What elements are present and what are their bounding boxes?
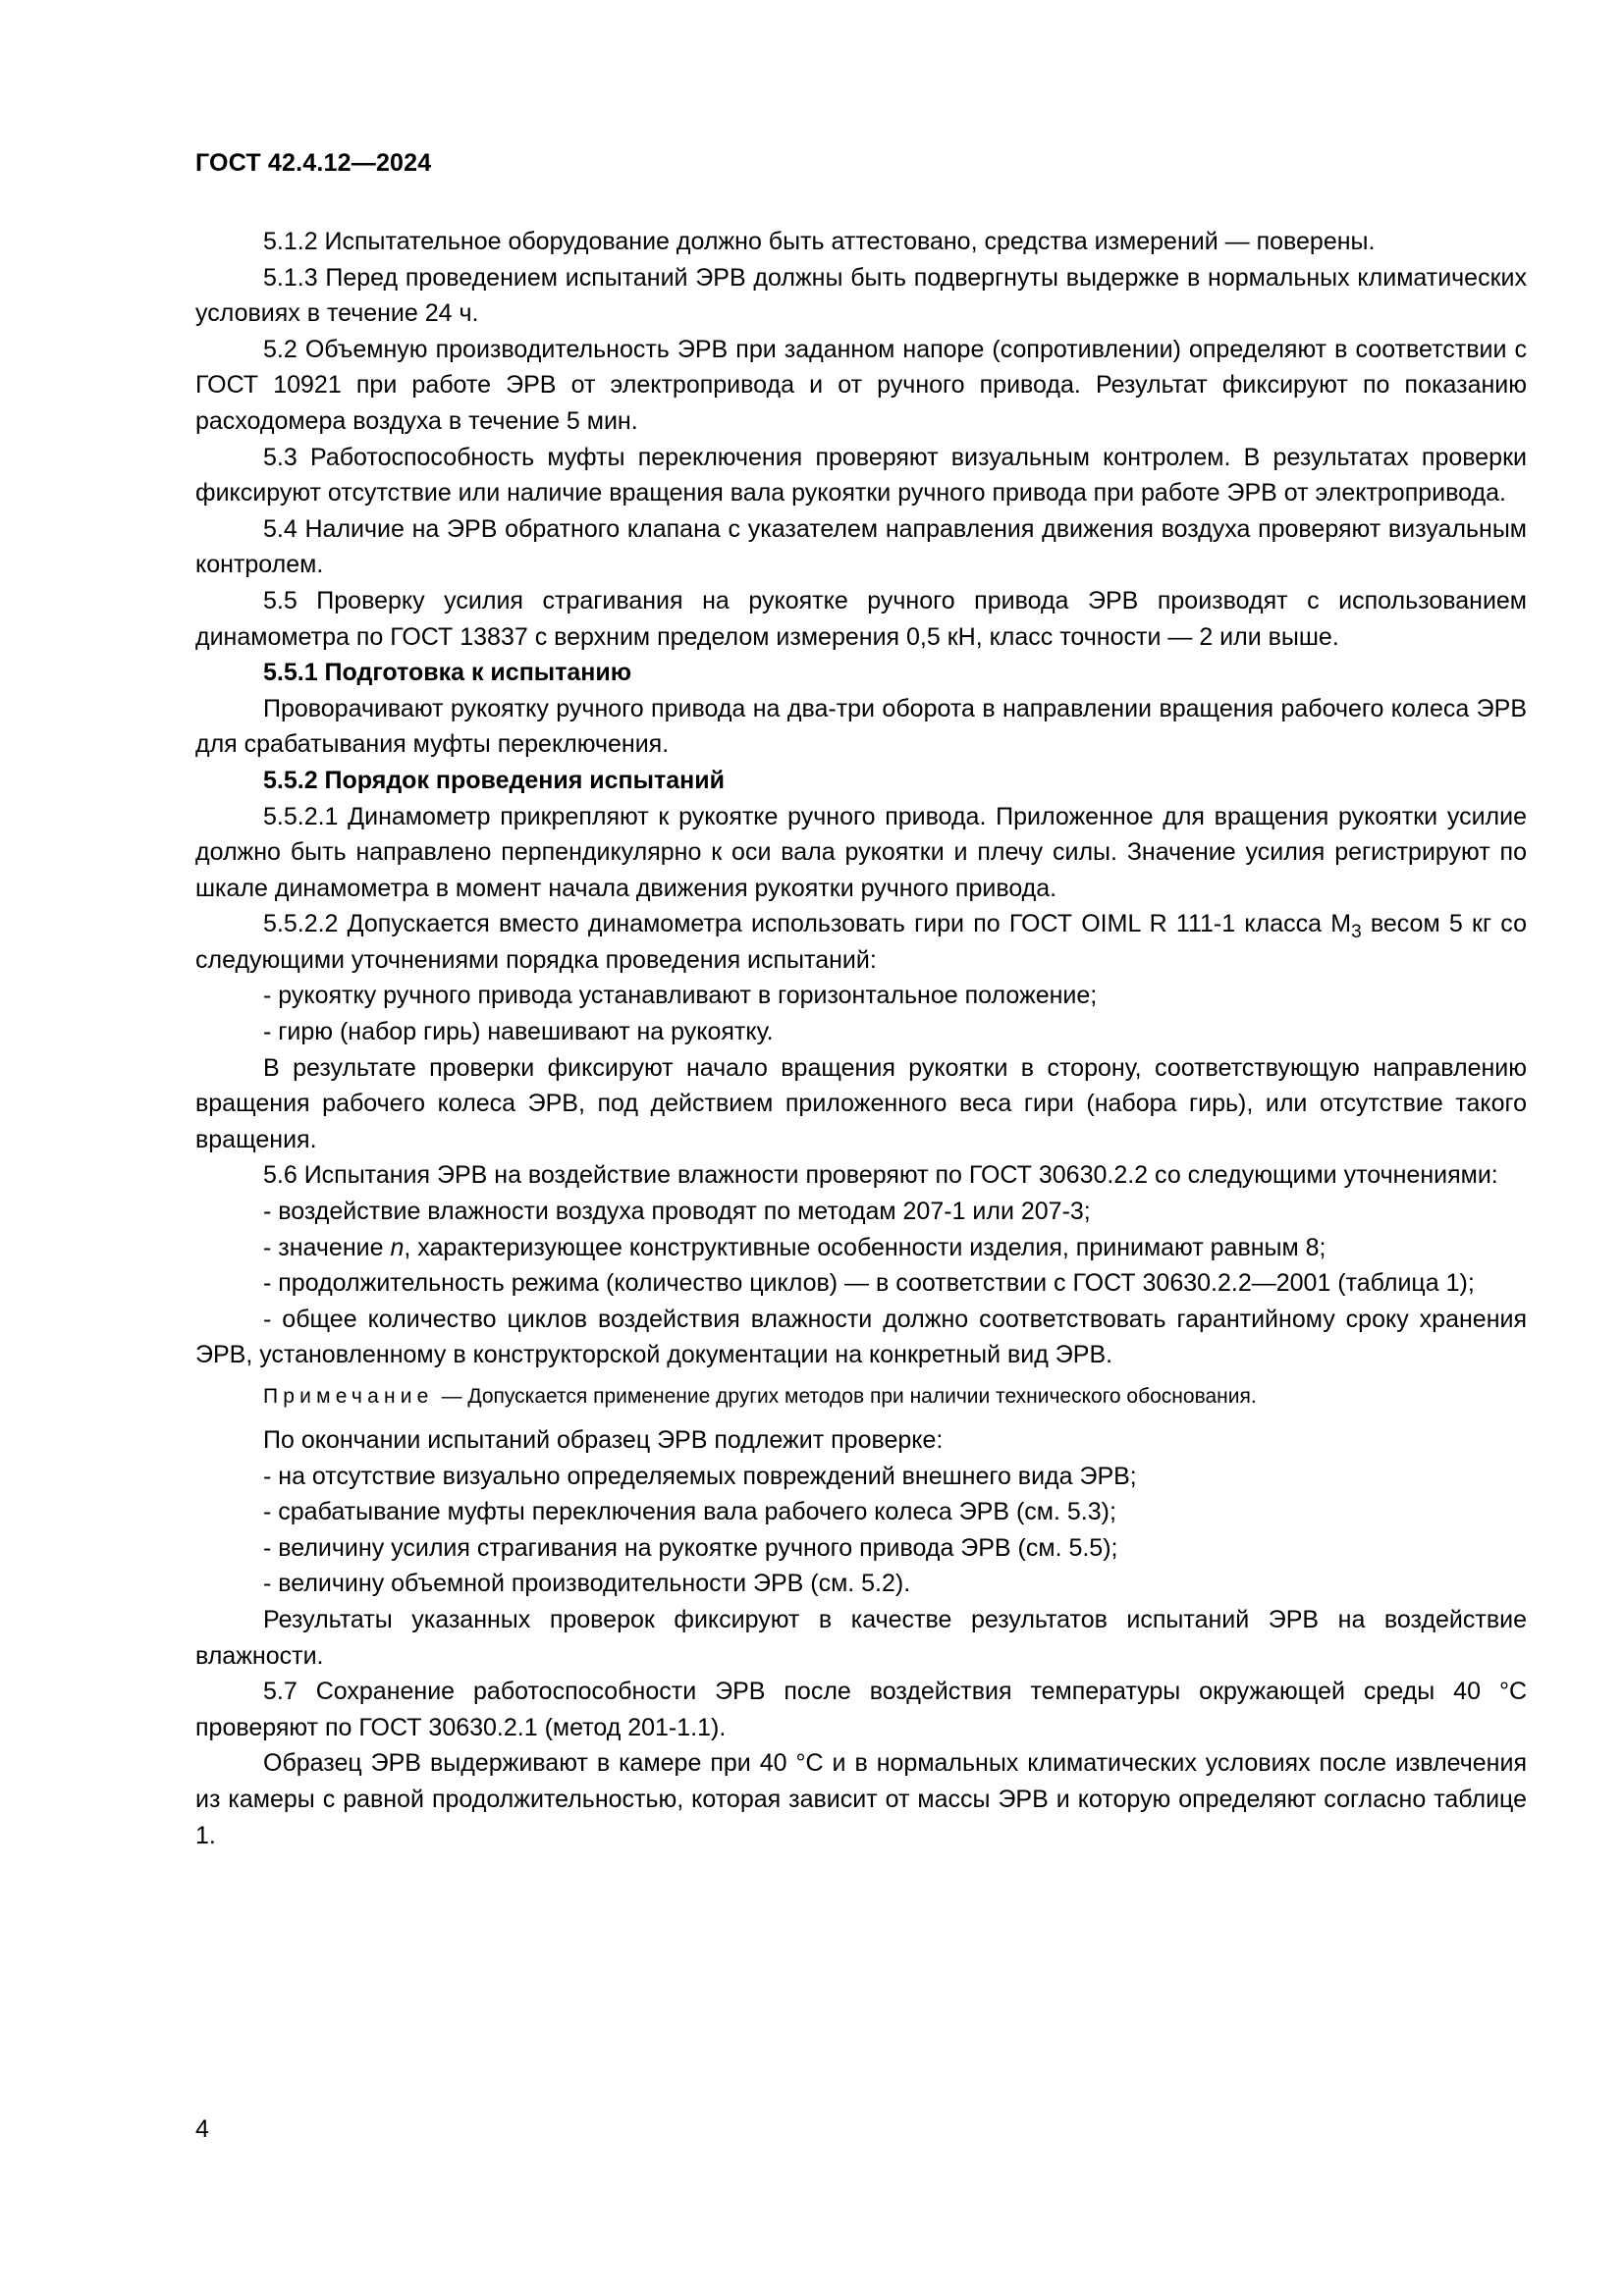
list-item: - на отсутствие визуально определяемых повреждений внешнего вида ЭРВ; bbox=[263, 1462, 1137, 1490]
list-item: - воздействие влажности воздуха проводят по методам 207-1 или 207-3; bbox=[263, 1198, 1091, 1226]
paragraph-5-7: 5.7 Сохранение работоспособности ЭРВ после воздействия температуры окружающей среды 40 °С проверяют по ГОСТ 30630.2.1 (метод 201-1.1). bbox=[195, 1678, 1527, 1741]
note-text: — Допускается применение других методов при наличии технического обоснования. bbox=[441, 1385, 1257, 1408]
document-code-header: ГОСТ 42.4.12—2024 bbox=[195, 149, 432, 177]
paragraph-5-5-2-2 bbox=[195, 906, 1527, 978]
list-item: - общее количество циклов воздействия влажности должно соответствовать гарантийному сроку хранения ЭРВ, установленному в конструкторской документации на конкретный вид ЭРВ. bbox=[195, 1305, 1527, 1369]
paragraph-5-6-result: Результаты указанных проверок фиксируют в качестве результатов испытаний ЭРВ на воздействие влажности. bbox=[195, 1605, 1527, 1670]
list-item: - величину усилия страгивания на рукоятке ручного привода ЭРВ (см. 5.5); bbox=[263, 1533, 1118, 1562]
note-label: Примечание bbox=[263, 1385, 434, 1408]
paragraph-5-4: 5.4 Наличие на ЭРВ обратного клапана с указателем направления движения воздуха проверяют визуальным контролем. bbox=[195, 514, 1527, 579]
list-item-start: - значение bbox=[263, 1233, 391, 1261]
paragraph-5-6: 5.6 Испытания ЭРВ на воздействие влажности проверяют по ГОСТ 30630.2.2 со следующими уточнениями: bbox=[263, 1161, 1498, 1190]
paragraph-5-5-2-2-end: весом 5 кг со следующими уточнениями порядка проведения испытаний: bbox=[195, 910, 1527, 974]
list-item bbox=[195, 1230, 1527, 1266]
paragraph-5-5: 5.5 Проверку усилия страгивания на рукоятке ручного привода ЭРВ производят с использованием динамометра по ГОСТ 13837 с верхним пределом измерения 0,5 кН, класс точности — 2 или выше. bbox=[195, 586, 1527, 651]
paragraph-5-1-3: 5.1.3 Перед проведением испытаний ЭРВ должны быть подвергнуты выдержке в нормальных климатических условиях в течение 24 ч. bbox=[195, 263, 1527, 328]
paragraph-5-7-sample: Образец ЭРВ выдерживают в камере при 40 °С и в нормальных климатических условиях после извлечения из камеры с равной продолжительностью, которая зависит от массы ЭРВ и которую определяют согласно таблице 1. bbox=[195, 1749, 1527, 1849]
paragraph-5-2: 5.2 Объемную производительность ЭРВ при заданном напоре (сопротивлении) определяют в соответствии с ГОСТ 10921 при работе ЭРВ от электропривода и от ручного привода. Результат фиксируют по показанию расходомера воздуха в течение 5 мин. bbox=[195, 335, 1527, 435]
paragraph-5-6-after: По окончании испытаний образец ЭРВ подлежит проверке: bbox=[263, 1426, 944, 1454]
variable-n: n bbox=[390, 1233, 405, 1261]
list-item: - рукоятку ручного привода устанавливают в горизонтальное положение; bbox=[263, 982, 1098, 1010]
heading-5-5-1: 5.5.1 Подготовка к испытанию bbox=[263, 659, 632, 687]
paragraph-5-1-2: 5.1.2 Испытательное оборудование должно быть аттестовано, средства измерений — поверены. bbox=[263, 228, 1376, 255]
list-item: - величину объемной производительности ЭРВ (см. 5.2). bbox=[263, 1570, 911, 1598]
document-body bbox=[195, 224, 1527, 1853]
paragraph-5-5-2-1: 5.5.2.1 Динамометр прикрепляют к рукоятке ручного привода. Приложенное для вращения рукоятки усилие должно быть направлено перпендикулярно к оси вала рукоятки и плечу силы. Значение усилия регистрируют по шкале динамометра в момент начала движения рукоятки ручного привода. bbox=[195, 802, 1527, 902]
list-item: - срабатывание муфты переключения вала рабочего колеса ЭРВ (см. 5.3); bbox=[263, 1498, 1116, 1526]
list-item: - гирю (набор гирь) навешивают на рукоятку. bbox=[263, 1018, 774, 1046]
paragraph-5-3: 5.3 Работоспособность муфты переключения проверяют визуальным контролем. В результатах проверки фиксируют отсутствие или наличие вращения вала рукоятки ручного привода при работе ЭРВ от электропривода. bbox=[195, 443, 1527, 507]
class-subscript: 3 bbox=[1351, 922, 1362, 943]
list-item: - продолжительность режима (количество циклов) — в соответствии с ГОСТ 30630.2.2—2001 (таблица 1); bbox=[263, 1269, 1475, 1298]
note bbox=[195, 1373, 1527, 1422]
paragraph-5-5-2-2-start: 5.5.2.2 Допускается вместо динамометра использовать гири по ГОСТ OIML R 111-1 класса M bbox=[263, 910, 1352, 938]
heading-5-5-2: 5.5.2 Порядок проведения испытаний bbox=[263, 766, 725, 794]
paragraph-5-5-2-2-result: В результате проверки фиксируют начало вращения рукоятки в сторону, соответствующую направлению вращения рабочего колеса ЭРВ, под действием приложенного веса гири (набора гирь), или отсутствие такого вращения. bbox=[195, 1053, 1527, 1153]
list-item-end: , характеризующее конструктивные особенности изделия, принимают равным 8; bbox=[404, 1233, 1326, 1261]
page-number: 4 bbox=[195, 2115, 209, 2143]
paragraph-5-5-1: Проворачивают рукоятку ручного привода на два-три оборота в направлении вращения рабочего колеса ЭРВ для срабатывания муфты переключения. bbox=[195, 694, 1527, 759]
